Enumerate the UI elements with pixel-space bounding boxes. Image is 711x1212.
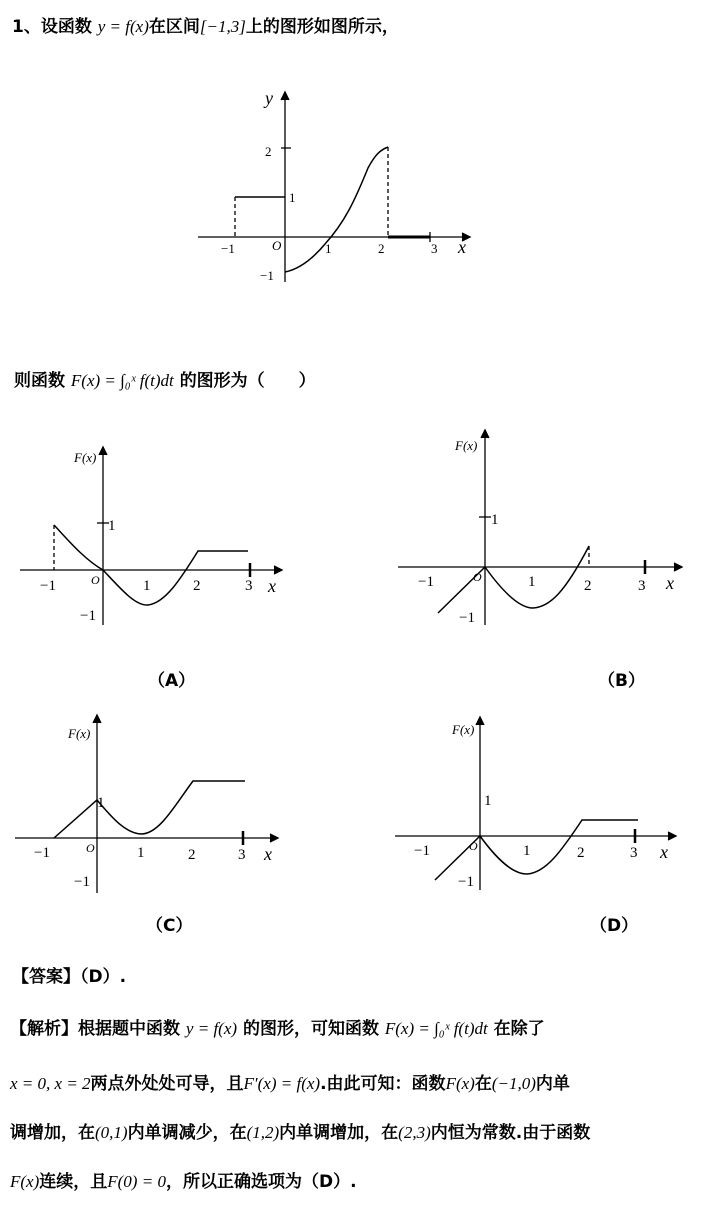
y-tick-label: 2 [265, 144, 272, 159]
x-tick-label: 1 [523, 843, 531, 859]
x-tick-label: 1 [137, 845, 145, 861]
analysis-line-3: 调增加，在(0,1)内单调减少，在(1,2)内单调增加，在(2,3)内恒为常数.由于函数 [10, 1123, 591, 1143]
y-axis-label: F(x) [74, 450, 97, 465]
y-tick-label: 1 [289, 190, 296, 205]
x-tick-label: −1 [40, 578, 56, 594]
x-tick-label: 2 [577, 845, 585, 861]
x-axis-label: x [268, 576, 276, 596]
option-c-label[interactable]: （C） [146, 916, 193, 936]
y-tick-label: 1 [108, 518, 116, 534]
y-tick-label: −1 [260, 268, 274, 283]
x-tick-label: −1 [34, 845, 50, 861]
y-axis-label: F(x) [68, 726, 91, 741]
x-tick-label: −1 [221, 241, 235, 256]
origin-label: O [86, 841, 95, 855]
F-definition: F(x) = ∫₀ˣ f(t)dt [70, 371, 174, 390]
interval: [−1,3] [199, 17, 246, 36]
x-tick-label: 2 [584, 578, 592, 594]
x-tick-label: 2 [378, 241, 385, 256]
origin-label: O [469, 839, 478, 853]
question-ask: 则函数 F(x) = ∫₀ˣ f(t)dt 的图形为（ ） [14, 371, 316, 391]
y-tick-label: −1 [74, 874, 90, 890]
analysis-label: 【解析】 [10, 1019, 78, 1039]
x-axis-label: x [666, 573, 674, 593]
x-tick-label: 2 [188, 847, 196, 863]
answer-text: （D）. [80, 967, 127, 987]
origin-label: O [272, 238, 282, 253]
y-axis-label: F(x) [452, 722, 475, 737]
origin-label: O [473, 570, 482, 584]
x-tick-label: 3 [638, 578, 646, 594]
x-tick-label: 2 [193, 578, 201, 594]
x-tick-label: 1 [325, 241, 332, 256]
x-tick-label: 3 [431, 241, 438, 256]
x-tick-label: 1 [143, 578, 151, 594]
y-tick-label: −1 [458, 874, 474, 890]
x-tick-label: 3 [630, 845, 638, 861]
y-tick-label: −1 [459, 610, 475, 626]
answer-label: 【答案】 [12, 967, 80, 987]
analysis-line-2: x = 0, x = 2两点外处处可导，且F′(x) = f(x).由此可知：函数F(x)在(−1,0)内单 [10, 1074, 570, 1094]
analysis-line-4: F(x)连续，且F(0) = 0，所以正确选项为（D）. [10, 1172, 357, 1192]
x-axis-label: x [264, 844, 272, 864]
x-axis-label: x [660, 842, 668, 862]
option-d-label[interactable]: （D） [590, 916, 639, 936]
y-axis-label: F(x) [455, 438, 478, 453]
question-number: 1、 [12, 17, 41, 37]
question-stem: 1、设函数 y = f(x)在区间[−1,3]上的图形如图所示， [12, 17, 399, 37]
y-axis-label: y [265, 88, 273, 108]
y-tick-label: −1 [80, 608, 96, 624]
x-axis-label: x [458, 237, 466, 257]
option-b-label[interactable]: （B） [598, 671, 645, 691]
x-tick-label: 3 [238, 847, 246, 863]
x-tick-label: 1 [528, 574, 536, 590]
y-tick-label: 1 [491, 512, 499, 528]
answer [12, 962, 126, 987]
analysis-line-1: 【解析】根据题中函数 y = f(x) 的图形，可知函数 F(x) = ∫₀ˣ f(t)dt 在除了 [10, 1019, 545, 1039]
x-tick-label: 3 [245, 578, 253, 594]
x-tick-label: −1 [414, 843, 430, 859]
y-tick-label: 1 [484, 793, 492, 809]
origin-label: O [91, 573, 100, 587]
x-tick-label: −1 [418, 574, 434, 590]
y-tick-label: 1 [97, 795, 105, 811]
function-y-fx: y = f(x) [97, 17, 149, 36]
option-a-label[interactable]: （A） [148, 671, 196, 691]
